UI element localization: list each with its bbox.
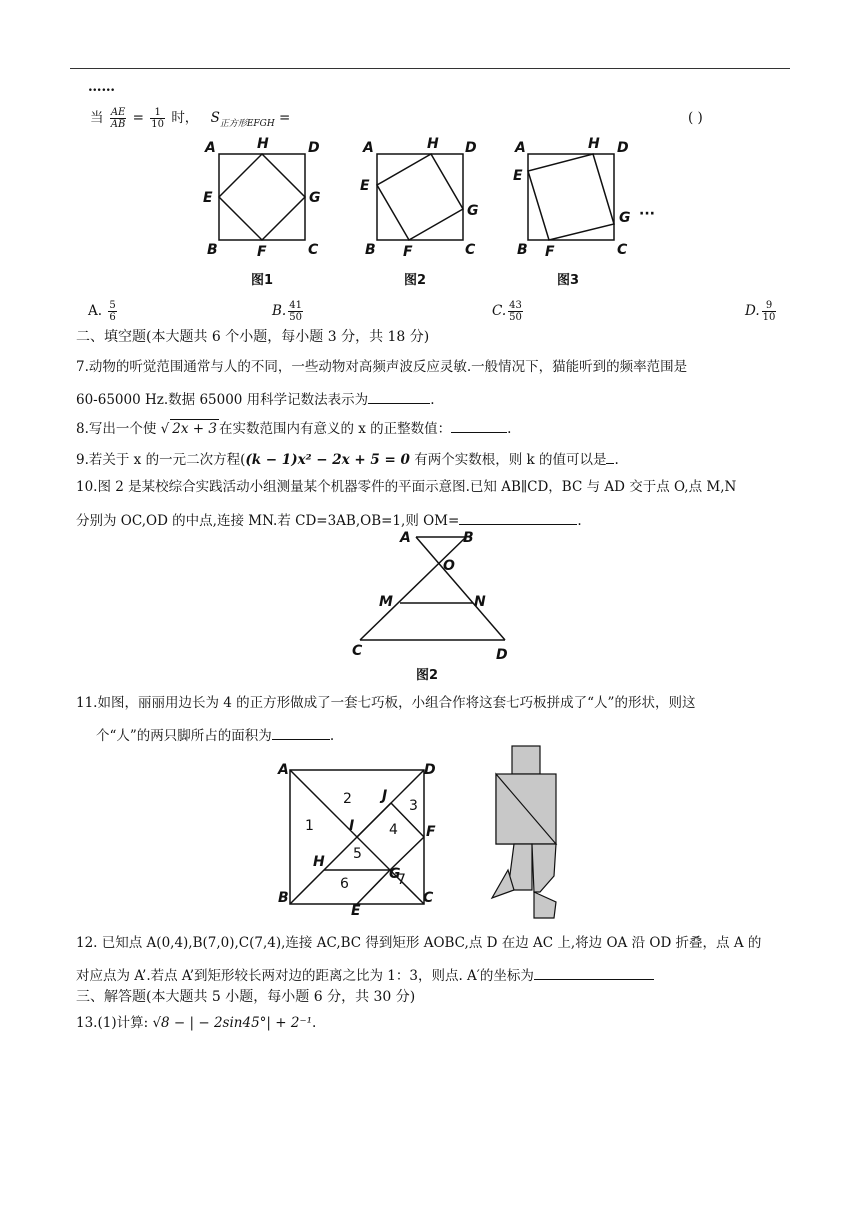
fig1-label-F: F <box>257 244 267 260</box>
q7-answer-blank[interactable] <box>368 389 430 404</box>
tangram-piece-2: 2 <box>343 791 352 807</box>
tangram-label-F: F <box>426 824 436 840</box>
q10-figure-svg <box>345 528 525 683</box>
fig1-label-D: D <box>308 140 320 156</box>
q10-figure <box>345 528 525 683</box>
q6-ratio-fraction: $\frac{AE}{AB}$ <box>110 107 126 130</box>
fig1-label-C: C <box>308 242 319 258</box>
person-head <box>512 746 540 774</box>
fig3-caption: 图3 <box>557 273 580 288</box>
tangram-piece-1: 1 <box>305 818 314 834</box>
q10-label-D: D <box>496 647 508 663</box>
q13-expression: √8 − | − 2sin45°| + 2⁻¹ <box>152 1015 312 1031</box>
q10-segment-AD <box>416 537 505 640</box>
tangram-label-E: E <box>351 903 361 919</box>
option-b[interactable]: B. $\frac{41}{50}$ <box>272 300 302 323</box>
fig2-label-G: G <box>467 203 479 219</box>
fig1-label-E: E <box>203 190 213 206</box>
person-right-leg <box>532 844 556 892</box>
tangram-piece-4: 4 <box>389 822 398 838</box>
q8-line: 8.写出一个使 √ 2x + 3 在实数范围内有意义的 x 的正整数值： . <box>76 418 511 438</box>
q6-area-symbol: S <box>210 110 220 126</box>
q6-value-fraction: $\frac{1}{10}$ <box>151 107 165 130</box>
fig3-label-G: G <box>619 210 631 226</box>
option-d[interactable]: D. $\frac{9}{10}$ <box>745 300 776 323</box>
person-right-foot <box>534 892 556 918</box>
q12-line2: 对应点为 A’.若点 A’到矩形较长两对边的距离之比为 1：3，则点. A′的坐标为 <box>76 965 654 985</box>
q11-answer-blank[interactable] <box>272 725 330 740</box>
q9-line: 9.若关于 x 的一元二次方程((k − 1)x² − 2x + 5 = 0 有两个实数根，则 k 的值可以是 . <box>76 449 619 469</box>
tangram-label-B: B <box>278 890 289 906</box>
q10-label-C: C <box>352 643 363 659</box>
tangram-piece-6: 6 <box>340 876 349 892</box>
fig3-label-H: H <box>588 136 600 152</box>
tangram-label-G: G <box>389 866 401 882</box>
fig1-label-A: A <box>205 140 216 156</box>
fig2-label-D: D <box>465 140 477 156</box>
fig2-label-F: F <box>403 244 413 260</box>
q10-line1: 10.图 2 是某校综合实践活动小组测量某个机器零件的平面示意图.已知 AB∥CD，BC 与 AD 交于点 O,点 M,N <box>76 479 737 495</box>
q10-label-B: B <box>463 530 474 546</box>
q6-figures <box>195 132 665 292</box>
fig3-label-B: B <box>517 242 528 258</box>
fig2-label-H: H <box>427 136 439 152</box>
option-a-fraction: $\frac{5}{6}$ <box>109 300 116 323</box>
q11-person-figure <box>488 742 568 922</box>
q8-radicand: 2x + 3 <box>172 421 217 437</box>
option-b-fraction: $\frac{41}{50}$ <box>289 300 302 323</box>
fig1-outer-square <box>219 154 305 240</box>
q6-equals: = <box>132 110 144 126</box>
option-c[interactable]: C. $\frac{43}{50}$ <box>492 300 522 323</box>
fig3-label-A: A <box>515 140 526 156</box>
q6-area-subscript: 正方形EFGH <box>219 119 275 129</box>
q6-area-equals: = <box>279 110 291 126</box>
tangram-piece-7: 7 <box>397 872 406 888</box>
fig2-label-E: E <box>360 178 370 194</box>
tangram-segment-JI <box>357 803 391 837</box>
q11-line1: 11.如图，丽丽用边长为 4 的正方形做成了一套七巧板，小组合作将这套七巧板拼成了“人”的形状，则这 <box>76 695 696 711</box>
q10-label-A: A <box>400 530 411 546</box>
fig3-label-C: C <box>617 242 628 258</box>
tangram-label-J: J <box>382 788 388 804</box>
q6-condition <box>90 106 290 130</box>
q8-answer-blank[interactable] <box>451 418 507 433</box>
answer-paren: ( ) <box>688 110 703 126</box>
q10-segment-BC <box>360 537 466 640</box>
fig2-caption: 图2 <box>404 273 427 288</box>
fig2-label-A: A <box>363 140 374 156</box>
q11-tangram-svg <box>275 758 445 923</box>
q10-line2: 分别为 OC,OD 的中点,连接 MN.若 CD=3AB,OB=1,则 OM= . <box>76 510 582 530</box>
section3-title: 三、解答题(本大题共 5 小题，每小题 6 分，共 30 分) <box>76 989 416 1005</box>
q12-answer-blank[interactable] <box>534 965 654 980</box>
q10-caption: 图2 <box>416 668 439 683</box>
fig3-inner-square <box>528 154 614 240</box>
q7-line1: 7.动物的听觉范围通常与人的不同，一些动物对高频声波反应灵敏.一般情况下，猫能听到的频率范围是 <box>76 359 688 375</box>
fig1-caption: 图1 <box>251 273 274 288</box>
q9-equation: (k − 1)x² − 2x + 5 = 0 <box>245 452 410 468</box>
fig1-label-G: G <box>309 190 321 206</box>
fig3-label-D: D <box>617 140 629 156</box>
fig3-label-E: E <box>513 168 523 184</box>
option-a[interactable]: A. $\frac{5}{6}$ <box>88 300 116 323</box>
fig1-label-H: H <box>257 136 269 152</box>
q12-line1: 12. 已知点 A(0,4),B(7,0),C(7,4),连接 AC,BC 得到矩形 AOBC,点 D 在边 AC 上,将边 OA 沿 OD 折叠，点 A 的 <box>76 935 762 951</box>
fig2-label-B: B <box>365 242 376 258</box>
fig2-inner-square <box>377 154 463 240</box>
q10-label-N: N <box>474 594 486 610</box>
fig1-label-B: B <box>207 242 218 258</box>
q11-person-svg <box>488 742 568 922</box>
q11-tangram-figure <box>275 758 445 923</box>
tangram-label-A: A <box>278 762 289 778</box>
tangram-label-I: I <box>349 818 355 834</box>
q10-label-M: M <box>379 594 393 610</box>
q7-line2: 60-65000 Hz.数据 65000 用科学记数法表示为 . <box>76 389 434 409</box>
option-d-fraction: $\frac{9}{10}$ <box>762 300 776 323</box>
header-rule <box>70 68 790 69</box>
option-c-fraction: $\frac{43}{50}$ <box>509 300 522 323</box>
tangram-label-C: C <box>423 890 434 906</box>
q10-answer-blank[interactable] <box>459 510 577 525</box>
q6-figures-svg <box>195 132 665 292</box>
fig2-label-C: C <box>465 242 476 258</box>
fig3-label-F: F <box>545 244 555 260</box>
tangram-piece-3: 3 <box>409 798 418 814</box>
q11-line2: 个“人”的两只脚所占的面积为 . <box>96 725 334 745</box>
q6-suffix: 时， <box>171 110 199 126</box>
section2-title: 二、填空题(本大题共 6 个小题，每小题 3 分，共 18 分) <box>76 329 430 345</box>
fig2-outer-square <box>377 154 463 240</box>
fig3-ellipsis: ··· <box>639 206 655 222</box>
q13-line: 13.(1)计算: √8 − | − 2sin45°| + 2⁻¹. <box>76 1015 317 1031</box>
tangram-label-H: H <box>313 854 325 870</box>
q6-prefix: 当 <box>90 110 104 126</box>
q10-label-O: O <box>443 558 455 574</box>
tangram-segment-GE <box>357 870 390 904</box>
tangram-piece-5: 5 <box>353 846 362 862</box>
header-ellipsis: …… <box>88 79 115 95</box>
tangram-label-D: D <box>424 762 436 778</box>
fig1-inner-square <box>219 154 305 240</box>
